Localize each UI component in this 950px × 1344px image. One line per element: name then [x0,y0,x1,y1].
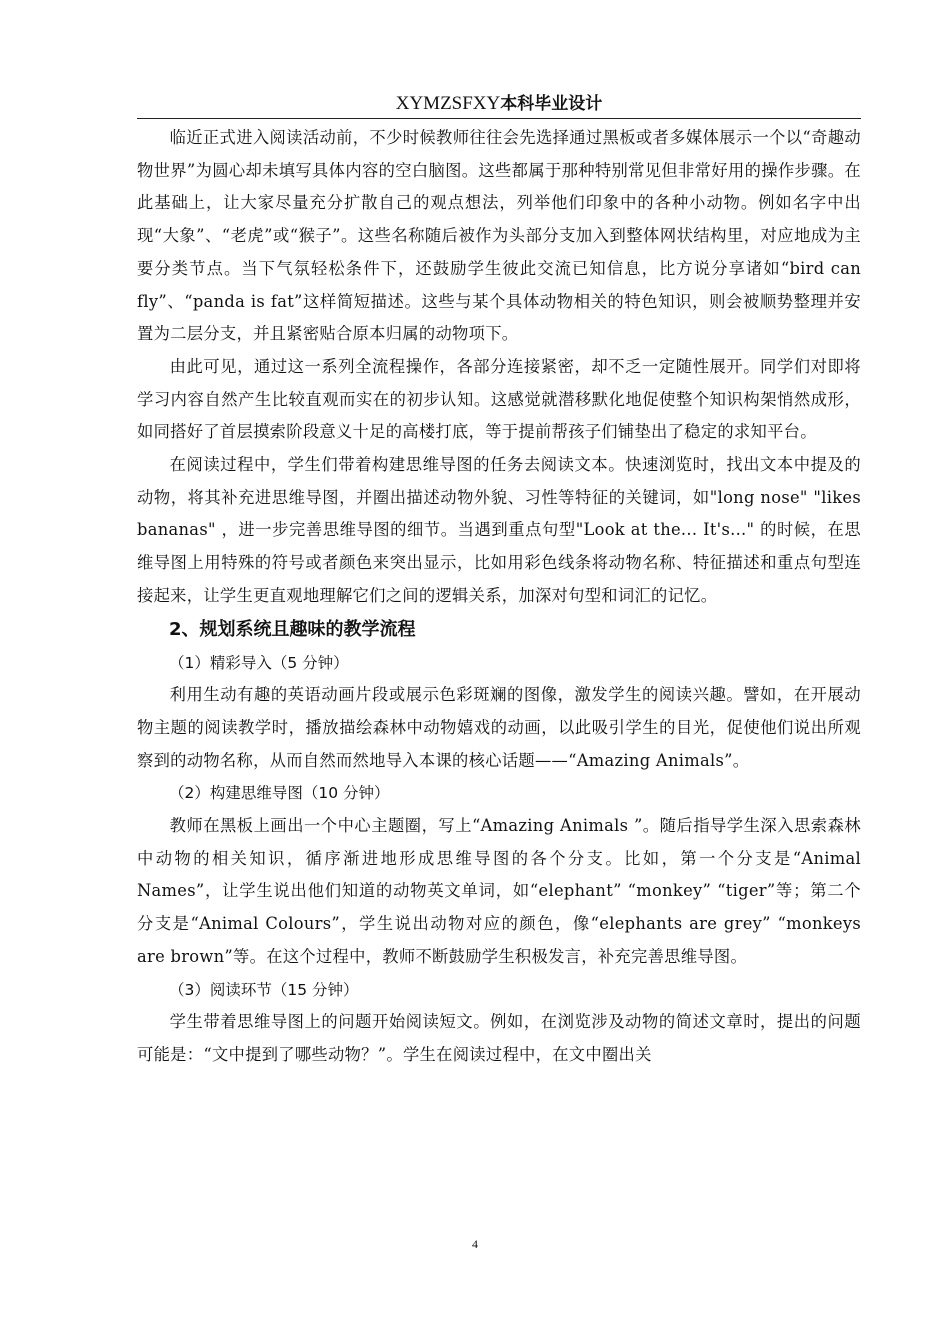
paragraph-build-mindmap: 教师在黑板上画出一个中心主题圈，写上“Amazing Animals ”。随后指导学生深入思索森林中动物的相关知识，循序渐进地形成思维导图的各个分支。比如，第一个分支是“Animal Names”，让学生说出他们知道的动物英文单词，如“elephant” “monkey” “tiger”等；第二个分支是“Animal Colours”，学生说出动物对应的颜色，像“elephants are grey” “monkeys are brown”等。在这个过程中，教师不断鼓励学生积极发言，补充完善思维导图。 [137,816,861,966]
header-code: XYMZSFXY [395,93,501,114]
paragraph-warmup: 利用生动有趣的英语动画片段或展示色彩斑斓的图像，激发学生的阅读兴趣。譬如，在开展动物主题的阅读教学时，播放描绘森林中动物嬉戏的动画，以此吸引学生的目光，促使他们说出所观察到的动物名称，从而自然而然地导入本课的核心话题——“Amazing Animals”。 [137,685,861,770]
paragraph-reading: 学生带着思维导图上的问题开始阅读短文。例如，在浏览涉及动物的简述文章时，提出的问题可能是：“文中提到了哪些动物？”。学生在阅读过程中，在文中圈出关 [137,1012,861,1064]
paragraph-mindmap-intro: 临近正式进入阅读活动前，不少时候教师往往会先选择通过黑板或者多媒体展示一个以“奇趣动物世界”为圆心却未填写具体内容的空白脑图。这些都属于那种特别常见但非常好用的操作步骤。在此基础上，让大家尽量充分扩散自己的观点想法，列举他们印象中的各种小动物。例如名字中出现“大象”、“老虎”或“猴子”。这些名称随后被作为头部分支加入到整体网状结构里，对应地成为主要分类节点。当下气氛轻松条件下，还鼓励学生彼此交流已知信息，比方说分享诸如“bird can fly”、“panda is fat”这样简短描述。这些与某个具体动物相关的特色知识，则会被顺势整理并安置为二层分支，并且紧密贴合原本归属的动物项下。 [137,128,861,344]
page-header [137,91,861,119]
paragraph-summary: 由此可见，通过这一系列全流程操作，各部分连接紧密，却不乏一定随性展开。同学们对即将学习内容自然产生比较直观而实在的初步认知。这感觉就潜移默化地促使整个知识构架悄然成形，如同搭好了首层摸索阶段意义十足的高楼打底，等于提前帮孩子们铺垫出了稳定的求知平台。 [137,356,861,442]
page-body [137,122,861,1072]
subheading-warmup: （1）精彩导入（5 分钟） [169,653,349,672]
section-heading: 2、规划系统且趣味的教学流程 [169,618,416,640]
paragraph-reading-process: 在阅读过程中，学生们带着构建思维导图的任务去阅读文本。快速浏览时，找出文本中提及的动物，将其补充进思维导图，并圈出描述动物外貌、习性等特征的关键词，如"long nose" "likes bananas" ，进一步完善思维导图的细节。当遇到重点句型"Look at the... It's..." 的时候，在思维导图上用特殊的符号或者颜色来突出显示，比如用彩色线条将动物名称、特征描述和重点句型连接起来，让学生更直观地理解它们之间的逻辑关系，加深对句型和词汇的记忆。 [137,455,861,605]
subheading-build-mindmap: （2）构建思维导图（10 分钟） [169,784,390,803]
header-title: 本科毕业设计 [500,94,603,114]
subheading-reading: （3）阅读环节（15 分钟） [169,980,359,999]
page-number: 4 [472,1237,478,1251]
